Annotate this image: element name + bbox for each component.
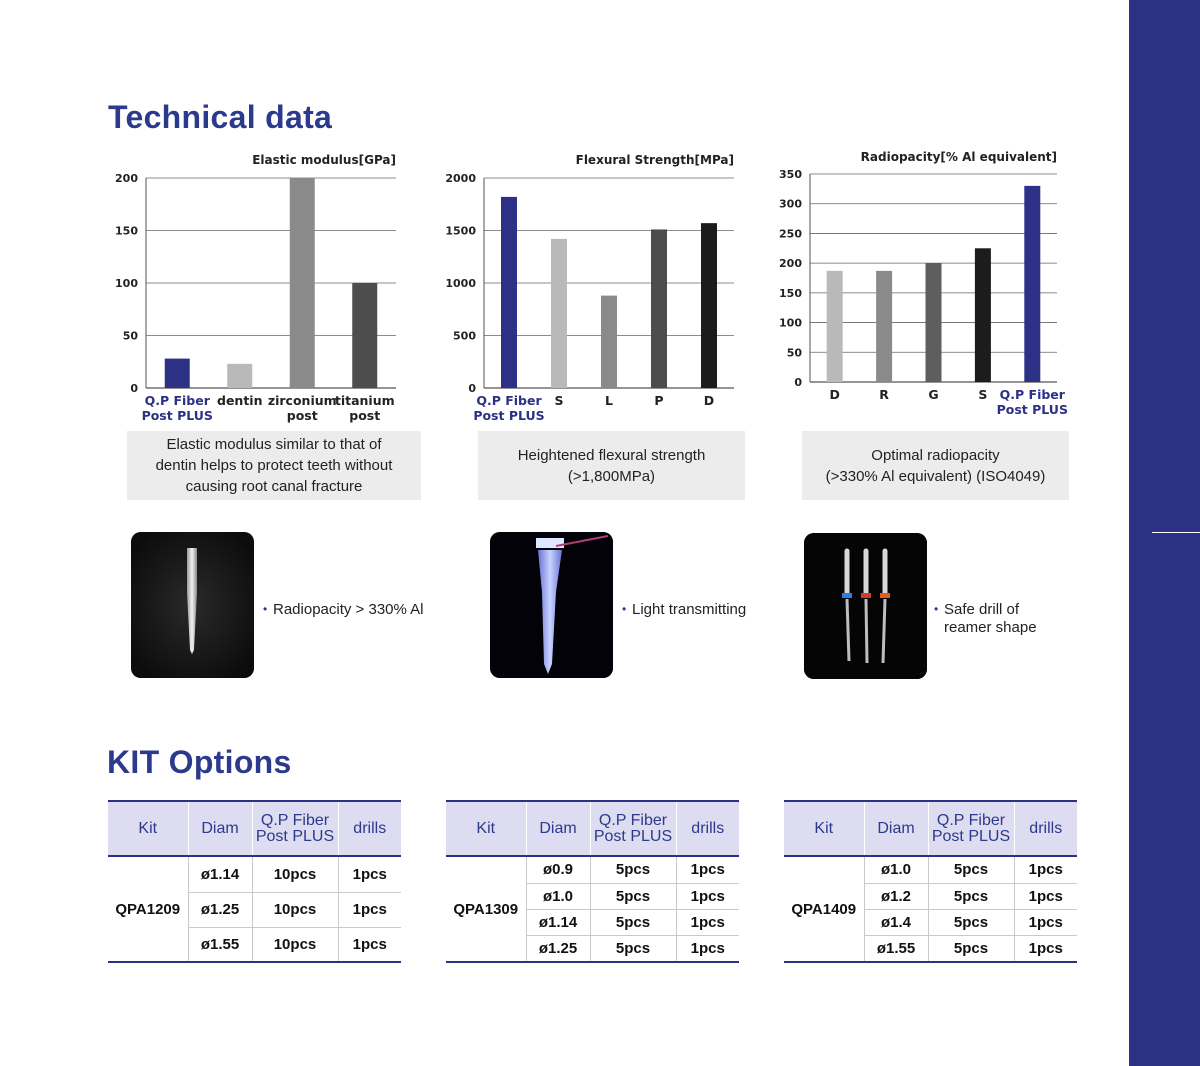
- radiopacity-svg: [770, 146, 1070, 418]
- post-cell: 10pcs: [252, 927, 338, 962]
- y-tick-label: 150: [115, 224, 138, 238]
- caption-flexural-text: Heightened flexural strength (>1,800MPa): [517, 446, 706, 485]
- header-post: Q.P Fiber Post PLUS: [928, 801, 1014, 856]
- elastic-modulus-chart: [100, 148, 410, 428]
- chart-title: Flexural Strength[MPa]: [575, 153, 734, 167]
- header-post: Q.P Fiber Post PLUS: [252, 801, 338, 856]
- y-tick-label: 500: [453, 329, 476, 343]
- drills-cell: 1pcs: [338, 892, 401, 927]
- kit-table-qpa1309: [446, 800, 739, 963]
- diam-cell: ø1.25: [526, 935, 590, 962]
- drills-cell: 1pcs: [676, 856, 739, 883]
- drills-cell: 1pcs: [1028, 939, 1063, 957]
- y-tick-label: 0: [468, 382, 476, 395]
- y-tick-label: 100: [115, 277, 138, 290]
- bar: [551, 239, 567, 388]
- y-tick-label: 300: [779, 197, 802, 211]
- y-tick-label: 0: [794, 376, 802, 389]
- xray-post-image: [131, 532, 254, 678]
- category-label: R: [879, 387, 889, 402]
- diam-cell: ø1.4: [864, 909, 928, 935]
- elastic-modulus-svg: [100, 148, 410, 428]
- xray-post-drawing: [131, 532, 254, 678]
- flexural-strength-svg: [438, 148, 748, 428]
- header-drills: drills: [676, 801, 739, 856]
- drills-cell: 1pcs: [1014, 856, 1077, 883]
- drill-image: [804, 533, 927, 679]
- bar: [290, 178, 315, 388]
- category-label: G: [928, 387, 939, 402]
- kit-name: QPA1209: [108, 856, 188, 962]
- drills-cell: 1pcs: [1014, 883, 1077, 909]
- category-label: Q.P Fiber Post PLUS: [141, 393, 213, 423]
- bar: [601, 296, 617, 388]
- feature-light: • Light transmitting: [622, 601, 746, 619]
- y-tick-label: 350: [779, 168, 802, 181]
- post-cell: 5pcs: [928, 935, 1014, 962]
- flexural-strength-chart: [438, 148, 748, 428]
- header-diam: Diam: [188, 801, 252, 856]
- feature-drill: • Safe drill of reamer shape: [934, 601, 1037, 637]
- kit-options-title: KIT Options: [107, 744, 292, 780]
- category-label: Q.P Fiber Post PLUS: [473, 393, 545, 423]
- bar: [501, 197, 517, 388]
- post-cell: 5pcs: [590, 856, 676, 883]
- diam-cell: ø1.25: [188, 892, 252, 927]
- drills-cell: 1pcs: [352, 935, 387, 953]
- diam-cell: ø1.0: [526, 883, 590, 909]
- y-tick-label: 1000: [445, 277, 476, 290]
- diam-cell: ø0.9: [526, 856, 590, 883]
- header-drills: drills: [1014, 801, 1077, 856]
- header-post: Q.P Fiber Post PLUS: [590, 801, 676, 856]
- y-tick-label: 50: [122, 329, 138, 343]
- header-diam: Diam: [526, 801, 590, 856]
- header-kit: Kit: [446, 801, 526, 856]
- y-tick-label: 2000: [445, 172, 476, 185]
- post-cell: 5pcs: [590, 883, 676, 909]
- bar: [926, 263, 942, 382]
- caption-radiopacity-text: Optimal radiopacity (>330% Al equivalent) (ISO4049): [825, 446, 1046, 485]
- radiopacity-chart: [770, 146, 1070, 418]
- y-tick-label: 1500: [445, 224, 476, 238]
- y-tick-label: 250: [779, 227, 802, 241]
- kit-table-qpa1209: [108, 800, 401, 963]
- technical-data-title: Technical data: [108, 99, 333, 135]
- y-tick-label: 0: [130, 382, 138, 395]
- diam-cell: ø1.14: [526, 909, 590, 935]
- post-cell: 5pcs: [928, 909, 1014, 935]
- caption-elastic: [127, 431, 421, 500]
- category-label: zirconium post: [267, 393, 337, 423]
- category-label: dentin: [217, 393, 263, 408]
- light-transmit-drawing: [490, 532, 613, 678]
- diam-cell: ø1.14: [188, 856, 252, 892]
- category-label: titanium post: [334, 393, 395, 423]
- chart-title: Radiopacity[% Al equivalent]: [860, 150, 1057, 164]
- post-cell: 5pcs: [928, 856, 1014, 883]
- kit-name: QPA1309: [446, 856, 526, 962]
- bar: [1024, 186, 1040, 382]
- bar: [352, 283, 377, 388]
- category-label: L: [605, 393, 613, 408]
- caption-elastic-text: Elastic modulus similar to that of dentin helps to protect teeth without causing root canal fracture: [155, 436, 393, 495]
- diam-cell: ø1.55: [188, 927, 252, 962]
- header-kit: Kit: [108, 801, 188, 856]
- category-label: P: [654, 393, 664, 408]
- category-label: D: [703, 393, 715, 408]
- drills-cell: 1pcs: [690, 939, 725, 957]
- drills-cell: 1pcs: [676, 909, 739, 935]
- side-divider: [1152, 532, 1200, 533]
- chart-title: Elastic modulus[GPa]: [252, 153, 396, 167]
- bar: [651, 229, 667, 388]
- side-band: [1129, 0, 1200, 1066]
- post-cell: 10pcs: [252, 856, 338, 892]
- kit-table-qpa1409: [784, 800, 1077, 963]
- light-transmit-image: [490, 532, 613, 678]
- post-cell: 5pcs: [928, 883, 1014, 909]
- category-label: Q.P Fiber Post PLUS: [996, 387, 1068, 417]
- post-cell: 5pcs: [590, 935, 676, 962]
- caption-flexural: [478, 431, 745, 500]
- bar: [701, 223, 717, 388]
- bar: [975, 248, 991, 382]
- y-tick-label: 100: [779, 316, 802, 330]
- drill-drawing: [804, 533, 927, 679]
- drills-cell: 1pcs: [676, 883, 739, 909]
- y-tick-label: 200: [115, 172, 138, 185]
- bar: [227, 364, 252, 388]
- header-drills: drills: [338, 801, 401, 856]
- feature-radiopacity: • Radiopacity > 330% Al: [263, 601, 424, 619]
- diam-cell: ø1.2: [864, 883, 928, 909]
- header-kit: Kit: [784, 801, 864, 856]
- diam-cell: ø1.55: [864, 935, 928, 962]
- category-label: S: [554, 393, 564, 408]
- drills-cell: 1pcs: [338, 856, 401, 892]
- category-label: D: [829, 387, 840, 402]
- bar: [827, 271, 843, 382]
- y-tick-label: 50: [786, 346, 802, 360]
- caption-radiopacity: [802, 431, 1069, 500]
- y-tick-label: 200: [779, 257, 802, 271]
- category-label: S: [978, 387, 988, 402]
- diam-cell: ø1.0: [864, 856, 928, 883]
- bar: [165, 359, 190, 388]
- header-diam: Diam: [864, 801, 928, 856]
- y-tick-label: 150: [779, 286, 802, 300]
- drills-cell: 1pcs: [1014, 909, 1077, 935]
- post-cell: 5pcs: [590, 909, 676, 935]
- bar: [876, 271, 892, 382]
- post-cell: 10pcs: [252, 892, 338, 927]
- kit-name: QPA1409: [784, 856, 864, 962]
